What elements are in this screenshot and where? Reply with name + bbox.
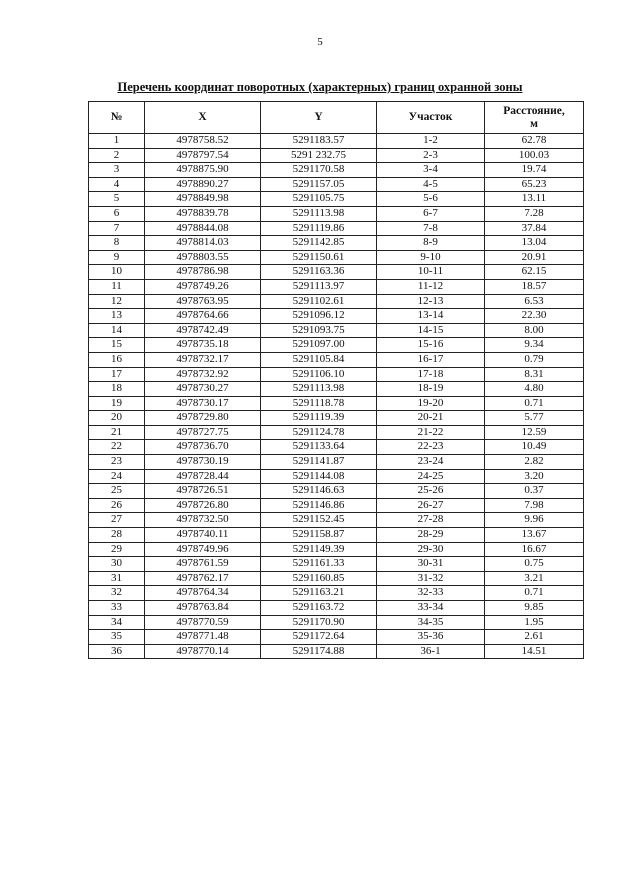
cell-num: 16 <box>89 352 145 367</box>
table-row <box>89 615 584 630</box>
cell-segment: 27-28 <box>377 513 485 528</box>
table-row <box>89 323 584 338</box>
cell-y: 5291105.75 <box>261 192 377 207</box>
cell-segment: 18-19 <box>377 382 485 397</box>
table-row <box>89 440 584 455</box>
cell-segment: 24-25 <box>377 469 485 484</box>
cell-distance: 62.15 <box>485 265 584 280</box>
cell-y: 5291163.21 <box>261 586 377 601</box>
table-body <box>89 134 584 659</box>
cell-y: 5291146.63 <box>261 484 377 499</box>
cell-segment: 12-13 <box>377 294 485 309</box>
cell-y: 5291158.87 <box>261 528 377 543</box>
cell-distance: 19.74 <box>485 163 584 178</box>
cell-segment: 28-29 <box>377 528 485 543</box>
document-title: Перечень координат поворотных (характерных) границ охранной зоны <box>117 80 523 94</box>
cell-segment: 5-6 <box>377 192 485 207</box>
header-distance <box>485 102 584 134</box>
table-row <box>89 192 584 207</box>
cell-y: 5291149.39 <box>261 542 377 557</box>
cell-y: 5291141.87 <box>261 455 377 470</box>
cell-y: 5291119.39 <box>261 411 377 426</box>
cell-num: 29 <box>89 542 145 557</box>
cell-distance: 62.78 <box>485 134 584 149</box>
table-row <box>89 134 584 149</box>
cell-segment: 11-12 <box>377 279 485 294</box>
cell-num: 31 <box>89 571 145 586</box>
cell-segment: 30-31 <box>377 557 485 572</box>
table-row <box>89 367 584 382</box>
table-row <box>89 163 584 178</box>
cell-distance: 18.57 <box>485 279 584 294</box>
cell-y: 5291113.98 <box>261 206 377 221</box>
header-distance-line2: м <box>530 117 538 130</box>
cell-segment: 4-5 <box>377 177 485 192</box>
table-row <box>89 221 584 236</box>
coordinates-table <box>88 101 584 659</box>
cell-num: 20 <box>89 411 145 426</box>
cell-segment: 1-2 <box>377 134 485 149</box>
table-row <box>89 294 584 309</box>
cell-segment: 9-10 <box>377 250 485 265</box>
table-row <box>89 557 584 572</box>
cell-x: 4978770.59 <box>145 615 261 630</box>
cell-segment: 2-3 <box>377 148 485 163</box>
cell-distance: 3.20 <box>485 469 584 484</box>
cell-distance: 3.21 <box>485 571 584 586</box>
cell-segment: 36-1 <box>377 644 485 659</box>
cell-y: 5291183.57 <box>261 134 377 149</box>
cell-x: 4978758.52 <box>145 134 261 149</box>
cell-y: 5291 232.75 <box>261 148 377 163</box>
table-row <box>89 265 584 280</box>
table-row <box>89 571 584 586</box>
cell-y: 5291124.78 <box>261 425 377 440</box>
cell-num: 13 <box>89 309 145 324</box>
cell-segment: 13-14 <box>377 309 485 324</box>
cell-x: 4978740.11 <box>145 528 261 543</box>
cell-x: 4978726.80 <box>145 498 261 513</box>
cell-distance: 2.82 <box>485 455 584 470</box>
cell-y: 5291113.97 <box>261 279 377 294</box>
table-row <box>89 236 584 251</box>
cell-segment: 6-7 <box>377 206 485 221</box>
cell-num: 30 <box>89 557 145 572</box>
cell-segment: 21-22 <box>377 425 485 440</box>
table-row <box>89 396 584 411</box>
cell-distance: 10.49 <box>485 440 584 455</box>
cell-y: 5291170.90 <box>261 615 377 630</box>
table-row <box>89 586 584 601</box>
cell-y: 5291142.85 <box>261 236 377 251</box>
cell-segment: 10-11 <box>377 265 485 280</box>
cell-distance: 7.98 <box>485 498 584 513</box>
table-row <box>89 279 584 294</box>
table-row <box>89 498 584 513</box>
cell-num: 9 <box>89 250 145 265</box>
cell-y: 5291157.05 <box>261 177 377 192</box>
cell-segment: 26-27 <box>377 498 485 513</box>
cell-num: 34 <box>89 615 145 630</box>
cell-distance: 0.79 <box>485 352 584 367</box>
cell-segment: 15-16 <box>377 338 485 353</box>
cell-distance: 2.61 <box>485 630 584 645</box>
cell-num: 4 <box>89 177 145 192</box>
cell-num: 15 <box>89 338 145 353</box>
cell-num: 33 <box>89 601 145 616</box>
cell-x: 4978803.55 <box>145 250 261 265</box>
cell-distance: 0.71 <box>485 396 584 411</box>
cell-y: 5291106.10 <box>261 367 377 382</box>
cell-x: 4978764.66 <box>145 309 261 324</box>
cell-distance: 1.95 <box>485 615 584 630</box>
cell-x: 4978844.08 <box>145 221 261 236</box>
cell-distance: 37.84 <box>485 221 584 236</box>
table-row <box>89 542 584 557</box>
cell-x: 4978763.84 <box>145 601 261 616</box>
header-x: X <box>145 102 261 134</box>
cell-x: 4978726.51 <box>145 484 261 499</box>
cell-y: 5291097.00 <box>261 338 377 353</box>
cell-num: 25 <box>89 484 145 499</box>
cell-num: 1 <box>89 134 145 149</box>
table-row <box>89 528 584 543</box>
cell-y: 5291105.84 <box>261 352 377 367</box>
cell-y: 5291146.86 <box>261 498 377 513</box>
table-header <box>89 102 584 134</box>
cell-y: 5291133.64 <box>261 440 377 455</box>
cell-num: 36 <box>89 644 145 659</box>
header-distance-line1: Расстояние, <box>503 104 565 117</box>
cell-x: 4978770.14 <box>145 644 261 659</box>
table-row <box>89 177 584 192</box>
cell-y: 5291163.36 <box>261 265 377 280</box>
table-row <box>89 250 584 265</box>
cell-num: 14 <box>89 323 145 338</box>
cell-distance: 9.34 <box>485 338 584 353</box>
cell-y: 5291160.85 <box>261 571 377 586</box>
table-row <box>89 644 584 659</box>
cell-y: 5291118.78 <box>261 396 377 411</box>
cell-y: 5291096.12 <box>261 309 377 324</box>
page-number: 5 <box>317 36 323 48</box>
cell-num: 27 <box>89 513 145 528</box>
table-row <box>89 338 584 353</box>
table-row <box>89 484 584 499</box>
table-row <box>89 148 584 163</box>
table-row <box>89 601 584 616</box>
cell-num: 19 <box>89 396 145 411</box>
cell-distance: 14.51 <box>485 644 584 659</box>
cell-distance: 16.67 <box>485 542 584 557</box>
cell-x: 4978797.54 <box>145 148 261 163</box>
cell-segment: 20-21 <box>377 411 485 426</box>
cell-num: 2 <box>89 148 145 163</box>
cell-x: 4978749.26 <box>145 279 261 294</box>
cell-x: 4978771.48 <box>145 630 261 645</box>
cell-x: 4978736.70 <box>145 440 261 455</box>
cell-y: 5291170.58 <box>261 163 377 178</box>
header-segment: Участок <box>377 102 485 134</box>
cell-x: 4978732.17 <box>145 352 261 367</box>
table-row <box>89 382 584 397</box>
cell-distance: 8.00 <box>485 323 584 338</box>
cell-distance: 4.80 <box>485 382 584 397</box>
cell-segment: 8-9 <box>377 236 485 251</box>
cell-x: 4978761.59 <box>145 557 261 572</box>
table-row <box>89 206 584 221</box>
cell-x: 4978727.75 <box>145 425 261 440</box>
cell-distance: 7.28 <box>485 206 584 221</box>
cell-x: 4978762.17 <box>145 571 261 586</box>
cell-segment: 29-30 <box>377 542 485 557</box>
cell-num: 35 <box>89 630 145 645</box>
cell-y: 5291172.64 <box>261 630 377 645</box>
cell-x: 4978735.18 <box>145 338 261 353</box>
cell-y: 5291152.45 <box>261 513 377 528</box>
cell-x: 4978732.50 <box>145 513 261 528</box>
cell-y: 5291150.61 <box>261 250 377 265</box>
cell-num: 17 <box>89 367 145 382</box>
cell-num: 5 <box>89 192 145 207</box>
cell-segment: 3-4 <box>377 163 485 178</box>
cell-num: 6 <box>89 206 145 221</box>
cell-distance: 13.04 <box>485 236 584 251</box>
cell-distance: 0.37 <box>485 484 584 499</box>
cell-x: 4978764.34 <box>145 586 261 601</box>
cell-segment: 17-18 <box>377 367 485 382</box>
cell-x: 4978730.27 <box>145 382 261 397</box>
cell-distance: 22.30 <box>485 309 584 324</box>
cell-distance: 0.75 <box>485 557 584 572</box>
cell-num: 11 <box>89 279 145 294</box>
cell-distance: 13.11 <box>485 192 584 207</box>
cell-segment: 23-24 <box>377 455 485 470</box>
cell-segment: 22-23 <box>377 440 485 455</box>
cell-x: 4978732.92 <box>145 367 261 382</box>
cell-segment: 19-20 <box>377 396 485 411</box>
cell-x: 4978875.90 <box>145 163 261 178</box>
table-row <box>89 411 584 426</box>
cell-distance: 6.53 <box>485 294 584 309</box>
cell-x: 4978742.49 <box>145 323 261 338</box>
cell-y: 5291144.08 <box>261 469 377 484</box>
cell-segment: 35-36 <box>377 630 485 645</box>
header-num: № <box>89 102 145 134</box>
cell-segment: 16-17 <box>377 352 485 367</box>
cell-x: 4978730.17 <box>145 396 261 411</box>
cell-segment: 25-26 <box>377 484 485 499</box>
cell-num: 12 <box>89 294 145 309</box>
cell-num: 23 <box>89 455 145 470</box>
cell-num: 10 <box>89 265 145 280</box>
cell-y: 5291113.98 <box>261 382 377 397</box>
table-row <box>89 469 584 484</box>
cell-y: 5291161.33 <box>261 557 377 572</box>
cell-segment: 34-35 <box>377 615 485 630</box>
cell-y: 5291093.75 <box>261 323 377 338</box>
cell-num: 26 <box>89 498 145 513</box>
cell-x: 4978728.44 <box>145 469 261 484</box>
cell-y: 5291102.61 <box>261 294 377 309</box>
cell-distance: 20.91 <box>485 250 584 265</box>
cell-x: 4978849.98 <box>145 192 261 207</box>
table-row <box>89 425 584 440</box>
cell-x: 4978763.95 <box>145 294 261 309</box>
table-row <box>89 352 584 367</box>
cell-distance: 100.03 <box>485 148 584 163</box>
cell-num: 7 <box>89 221 145 236</box>
header-row <box>89 102 584 134</box>
cell-x: 4978729.80 <box>145 411 261 426</box>
cell-num: 28 <box>89 528 145 543</box>
table-row <box>89 309 584 324</box>
cell-x: 4978890.27 <box>145 177 261 192</box>
cell-segment: 31-32 <box>377 571 485 586</box>
cell-num: 21 <box>89 425 145 440</box>
cell-num: 24 <box>89 469 145 484</box>
cell-x: 4978730.19 <box>145 455 261 470</box>
table-row <box>89 630 584 645</box>
cell-distance: 8.31 <box>485 367 584 382</box>
cell-distance: 9.96 <box>485 513 584 528</box>
cell-num: 8 <box>89 236 145 251</box>
cell-y: 5291174.88 <box>261 644 377 659</box>
cell-x: 4978786.98 <box>145 265 261 280</box>
cell-distance: 13.67 <box>485 528 584 543</box>
cell-num: 18 <box>89 382 145 397</box>
header-y: Y <box>261 102 377 134</box>
cell-distance: 12.59 <box>485 425 584 440</box>
table-row <box>89 455 584 470</box>
cell-x: 4978749.96 <box>145 542 261 557</box>
cell-segment: 14-15 <box>377 323 485 338</box>
cell-x: 4978839.78 <box>145 206 261 221</box>
cell-segment: 32-33 <box>377 586 485 601</box>
cell-distance: 9.85 <box>485 601 584 616</box>
cell-num: 32 <box>89 586 145 601</box>
cell-distance: 5.77 <box>485 411 584 426</box>
cell-num: 22 <box>89 440 145 455</box>
cell-num: 3 <box>89 163 145 178</box>
table-row <box>89 513 584 528</box>
cell-y: 5291163.72 <box>261 601 377 616</box>
cell-distance: 0.71 <box>485 586 584 601</box>
cell-distance: 65.23 <box>485 177 584 192</box>
cell-segment: 33-34 <box>377 601 485 616</box>
cell-segment: 7-8 <box>377 221 485 236</box>
cell-y: 5291119.86 <box>261 221 377 236</box>
cell-x: 4978814.03 <box>145 236 261 251</box>
